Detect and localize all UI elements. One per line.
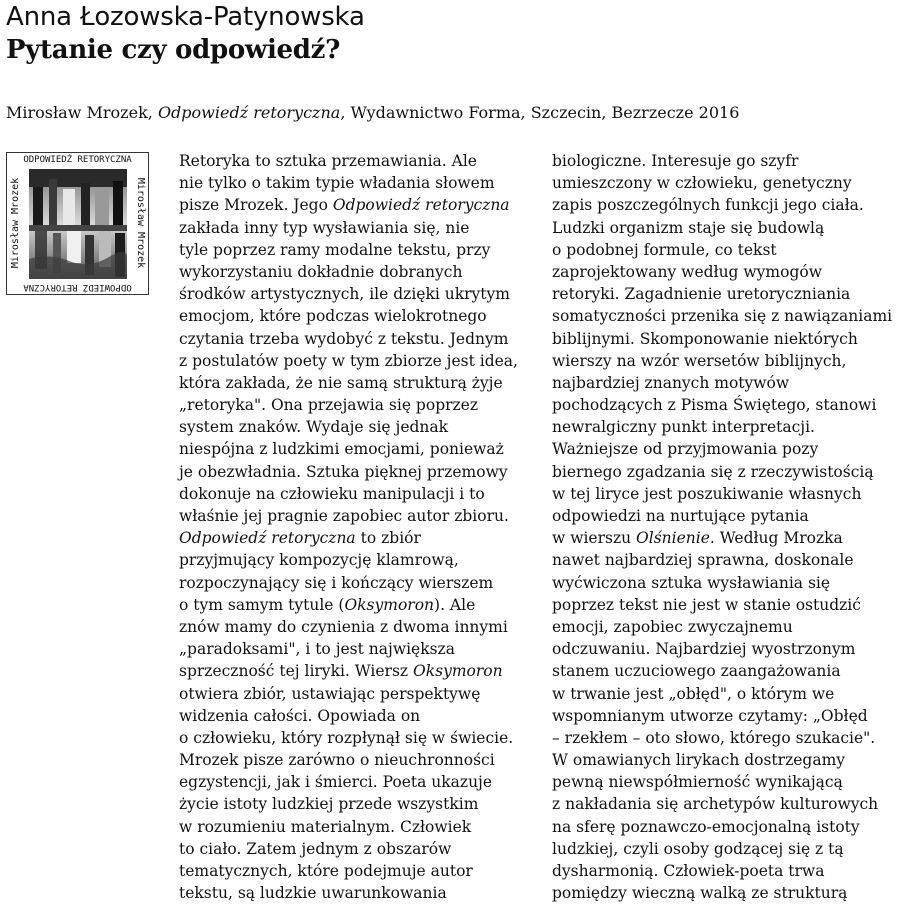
body-text: pisze Mrozek. Jego [179,196,333,215]
text-line [552,572,897,594]
body-text: pochodzących z Pisma Świętego, stanowi [552,396,877,415]
italic-title-text: Odpowiedź retoryczna [332,196,510,215]
body-text: „paradoksami", i to jest największa [179,640,455,659]
italic-title-text: Odpowiedź retoryczna [179,529,356,548]
text-line [179,328,524,350]
text-line [552,438,897,460]
text-line [179,172,524,194]
text-line [179,660,524,682]
body-text: biernego zgadzania się z rzeczywistością [552,462,874,481]
italic-title-text: Oksymoron [344,595,435,614]
text-line [552,283,897,305]
body-text: na sferę poznawczo-emocjonalną istoty [552,817,860,836]
body-text: biologiczne. Interesuje go szyfr [552,152,799,170]
biblio-book-title: Odpowiedź retoryczna [157,103,341,122]
text-line [552,616,897,638]
body-text: z postulatów poety w tym zbiorze jest idea, [179,351,518,370]
body-text: . Według Mrozka [709,529,843,548]
body-text: wykorzystaniu dokładnie dobranych [179,262,463,281]
body-text: egzystencji, jak i śmierci. Poeta ukazuje [179,773,493,792]
body-text: w tej liryce jest poszukiwanie własnych [552,484,862,503]
text-line [179,683,524,705]
body-text: otwiera zbiór, ustawiając perspektywę [179,684,481,703]
text-line [179,372,524,394]
text-line [552,793,897,815]
text-line [179,705,524,727]
body-text: system znaków. Wydaje się jednak [179,418,449,437]
body-text: dysharmonią. Człowiek-poeta trwa [552,862,825,880]
italic-title-text: Oksymoron [413,662,503,681]
text-line [179,616,524,638]
body-text: pomiędzy wieczną walką ze strukturą [552,884,848,903]
article-author: Anna Łozowska-Patynowska [6,2,365,32]
biblio-author: Mirosław Mrozek, [6,103,158,122]
body-text: o tym samym tytule ( [179,595,345,614]
text-line [179,572,524,594]
body-text: o człowieku, który rozpłynął się w świecie. [179,728,514,747]
text-line [179,217,524,239]
text-line [552,350,897,372]
body-text: środków artystycznych, ile dzięki ukrytym [179,285,510,304]
cover-photo [29,169,127,279]
text-line [552,727,897,749]
biblio-publisher: , Wydawnictwo Forma, Szczecin, Bezrzecze 2016 [340,103,740,122]
body-text: somatyczności przenika się z nawiązaniami [552,307,893,326]
text-line [179,527,524,549]
italic-title-text: Olśnienie [636,529,710,548]
body-text: tekstu, są ludzkie uwarunkowania [179,884,447,903]
body-text: sprzeczność tej liryki. Wiersz [179,662,414,681]
body-text: emocji, zapobiec zwyczajnemu [552,617,793,636]
text-line [552,771,897,793]
body-text: rozpoczynający się i kończący wierszem [179,573,494,592]
body-text: zaprojektowany według wymogów [552,262,822,281]
cover-title-top: ODPOWIEDŹ RETORYCZNA [23,155,132,165]
text-line [179,350,524,372]
text-line [179,860,524,882]
text-line [179,771,524,793]
body-text: życie istoty ludzkiej przede wszystkim [179,795,479,814]
text-line [552,150,897,172]
body-text: z nakładania się archetypów kulturowych [552,795,879,814]
text-line [552,239,897,261]
text-line [552,372,897,394]
body-text: ludzkiej, czyli osoby godzącej się z tą [552,839,844,858]
body-text: pewną niewspółmierność wynikającą [552,773,843,792]
body-text: nawet najbardziej sprawna, doskonale [552,551,854,570]
body-text: „retoryka". Ona przejawia się poprzez [179,396,479,415]
cover-author-left: Mirosław Mrozek [10,177,21,269]
text-line [552,416,897,438]
text-line [179,438,524,460]
body-text: stanem uczuciowego zaangażowania [552,662,841,681]
text-line [179,150,524,172]
text-line [179,816,524,838]
text-column-right [552,150,897,904]
body-text: o podobnej formule, co tekst [552,240,777,259]
text-line [552,683,897,705]
text-line [552,816,897,838]
body-text: właśnie jej pragnie zapobiec autor zbioru. [179,507,509,525]
text-line [179,461,524,483]
body-text: emocjom, które podczas wielokrotnego [179,307,487,326]
body-text: w trwanie jest „obłęd", o którym we [552,684,835,703]
text-line [552,638,897,660]
body-text: umieszczony w człowieku, genetyczny [552,174,852,193]
cover-author-right: Mirosław Mrozek [135,177,146,269]
text-line [552,860,897,882]
text-line [552,261,897,283]
text-line [179,305,524,327]
body-text: wspomnianym utworze czytamy: „Obłęd [552,706,868,725]
text-line [179,749,524,771]
text-line [552,505,897,527]
body-text: czytania trzeba wydobyć z tekstu. Jednym [179,329,509,348]
text-line [179,549,524,571]
cover-title-bottom: ODPOWIEDŹ RETORYCZNA [23,282,132,292]
text-line [179,239,524,261]
body-text: – rzekłem – oto słowo, którego szukacie". [552,728,876,747]
text-line [552,660,897,682]
text-line [552,882,897,904]
text-line [552,328,897,350]
body-text: przyjmujący kompozycję klamrową, [179,551,459,570]
body-text: znów mamy do czynienia z dwoma innymi [179,617,508,636]
text-line [552,217,897,239]
text-line [552,594,897,616]
body-text: poprzez tekst nie jest w stanie ostudzić [552,595,861,614]
text-line [179,727,524,749]
body-text: odczuwaniu. Najbardziej wyostrzonym [552,640,856,659]
body-text: w wierszu [552,529,637,548]
body-text: je obezwładnia. Sztuka pięknej przemowy [179,462,508,481]
article-title: Pytanie czy odpowiedź? [6,35,341,65]
bibliographic-note [6,101,739,125]
text-line [552,838,897,860]
body-text: to ciało. Zatem jednym z obszarów [179,839,452,858]
body-text: dokonuje na człowieku manipulacji i to [179,484,485,503]
text-line [179,394,524,416]
book-cover-image [6,152,149,295]
text-line [179,483,524,505]
body-text: odpowiedzi na nurtujące pytania [552,507,809,525]
text-line [552,461,897,483]
text-line [552,305,897,327]
text-line [179,638,524,660]
body-text: niespójna z ludzkimi emocjami, ponieważ [179,440,504,459]
body-text: wyćwiczona sztuka wysławiania się [552,573,831,592]
body-text: tyle poprzez ramy modalne tekstu, przy [179,240,491,259]
text-line [179,793,524,815]
body-text: wierszy na wzór wersetów biblijnych, [552,351,847,370]
text-line [552,749,897,771]
text-line [552,527,897,549]
body-text: ). Ale [434,595,476,614]
body-text: retoryki. Zagadnienie uretoryczniania [552,285,851,304]
body-text: tematycznych, które podejmuje autor [179,862,473,880]
text-line [179,194,524,216]
body-text: widzenia całości. Opowiada on [179,706,421,725]
text-line [552,194,897,216]
body-text: zapis poszczególnych funkcji jego ciała. [552,196,864,215]
text-line [179,416,524,438]
text-line [179,261,524,283]
text-line [179,594,524,616]
body-text: zakłada inny typ wysławiania się, nie [179,218,470,237]
text-line [179,882,524,904]
text-line [179,838,524,860]
text-line [552,394,897,416]
body-text: w rozumieniu materialnym. Człowiek [179,817,472,836]
body-text: Ludzki organizm staje się budowlą [552,218,825,237]
body-text: Ważniejsze od przyjmowania pozy [552,440,819,459]
text-line [179,283,524,305]
body-text: to zbiór [355,529,421,548]
text-line [552,483,897,505]
text-line [179,505,524,527]
body-text: najbardziej znanych motywów [552,373,790,392]
body-text: Mrozek pisze zarówno o nieuchronności [179,751,495,770]
body-text: nie tylko o takim typie władania słowem [179,174,495,193]
text-line [552,549,897,571]
text-column-left [179,150,524,904]
body-text: W omawianych lirykach dostrzegamy [552,751,846,770]
body-text: newralgiczny punkt interpretacji. [552,418,815,437]
text-line [552,172,897,194]
text-line [552,705,897,727]
body-text: biblijnymi. Skomponowanie niektórych [552,329,858,348]
body-text: Retoryka to sztuka przemawiania. Ale [179,152,477,170]
body-text: która zakłada, że nie samą strukturą żyje [179,373,503,392]
